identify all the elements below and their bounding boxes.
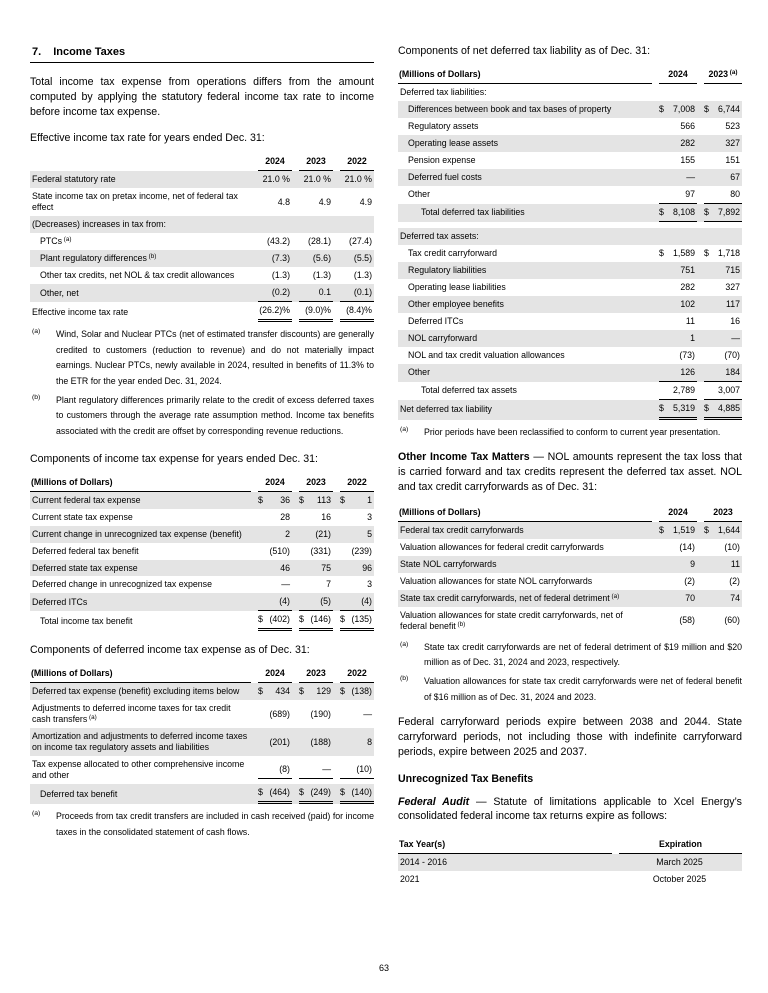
cell-value: 4.9: [318, 196, 331, 207]
row-label: NOL carryforward: [408, 332, 478, 343]
cell-value: 4.9: [359, 196, 372, 207]
table-year-header: 2023 $^{(a)}$: [697, 68, 742, 84]
table-year-header: 2023: [697, 506, 742, 522]
table-row: [398, 854, 742, 871]
table-row: [30, 509, 374, 526]
table-row: [398, 169, 742, 186]
table-row: [30, 171, 374, 188]
table-row: [30, 302, 374, 322]
cell-value: (4): [333, 593, 374, 611]
table-row: [398, 186, 742, 204]
liability-table-caption: Components of net deferred tax liability as of Dec. 31:: [398, 45, 651, 57]
cell-value: $ 5,319: [652, 400, 697, 420]
cell-value: (5): [292, 593, 333, 611]
cell-value: (188): [310, 736, 331, 747]
row-label: State tax credit carryforwards, net of federal detriment $^{(a)}$: [400, 592, 620, 603]
row-label: Deferred federal tax benefit: [32, 545, 139, 556]
cell-value: (10): [724, 541, 740, 552]
cell-value: (331): [310, 545, 331, 556]
financial-table: [398, 506, 742, 635]
row-label: Differences between book and tax bases of property: [408, 103, 612, 114]
cell-value: (1.3): [271, 270, 290, 281]
table-row: [398, 152, 742, 169]
table-row: [30, 284, 374, 302]
table-row: [398, 347, 742, 364]
cell-value: 8: [367, 736, 372, 747]
section-number: 7.: [32, 46, 42, 58]
carryforwards-table: [398, 506, 742, 635]
cell-value: —: [363, 708, 372, 719]
footnote-marker: (b): [32, 393, 41, 401]
table-row: [30, 233, 374, 250]
row-label: Other employee benefits: [408, 298, 504, 309]
liability-footnotes: [398, 425, 742, 441]
cell-value: 5: [367, 528, 372, 539]
right-column: [398, 40, 742, 890]
cell-value: (43.2): [267, 236, 290, 247]
footnote-marker: (a): [32, 810, 41, 818]
footnote-marker: (a): [400, 425, 409, 433]
left-column: [30, 40, 374, 890]
cell-value: 327: [725, 137, 740, 148]
cell-value: $ 4,885: [697, 400, 742, 420]
cell-value: —: [731, 332, 740, 343]
table-row: [398, 573, 742, 590]
cell-value: 327: [725, 281, 740, 292]
federal-audit-text: — Statute of limitations applicable to Xcel Energy’s consolidated federal income tax returns expire as follows:: [398, 795, 742, 823]
cell-value: $ 36: [258, 494, 290, 505]
table-year-header: 2024: [652, 506, 697, 522]
intro-paragraph: Total income tax expense from operations differs from the amount computed by applying the statutory federal income tax rate to income before income tax expense.: [30, 76, 374, 118]
cell-value: (4): [251, 593, 292, 611]
cell-value: $ 8,108: [652, 204, 697, 222]
cell-value: (1.3): [353, 270, 372, 281]
cell-value: (0.1): [333, 284, 374, 302]
cell-value: $ (146): [292, 611, 333, 631]
cell-value: 11: [730, 558, 740, 569]
row-label: Other tax credits, net NOL & tax credit allowances: [40, 270, 235, 281]
cell-value: (73): [679, 349, 695, 360]
cell-value: $ 1,589: [659, 247, 695, 258]
section-title: Income Taxes: [53, 46, 126, 58]
row-label: Other, net: [40, 287, 79, 298]
cell-value: 3,007: [697, 382, 742, 400]
cell-value: 751: [680, 264, 695, 275]
cell-value: 80: [697, 186, 742, 204]
row-label: NOL and tax credit valuation allowances: [408, 349, 565, 360]
cell-value: 282: [680, 137, 695, 148]
table-year-header: 2022: [333, 155, 374, 171]
table-year-header: 2024: [251, 155, 292, 171]
table-row: [30, 728, 374, 756]
federal-audit-paragraph: [398, 795, 742, 825]
table-year-header: 2023: [292, 476, 333, 492]
federal-audit-lead: Federal Audit: [398, 795, 470, 808]
row-label: Federal tax credit carryforwards: [400, 524, 524, 535]
table-col-label: (Millions of Dollars): [30, 667, 251, 683]
table-year-header: 2024: [251, 476, 292, 492]
footnote-text: State tax credit carryforwards are net of federal detriment of $19 million and $20 million as of Dec. 31, 2024 and 2023, respectively.: [424, 641, 742, 668]
cell-value: 11: [685, 315, 695, 326]
cell-value: 117: [725, 298, 740, 309]
cell-value: $ 113: [299, 494, 331, 505]
row-label: Effective income tax rate: [32, 306, 129, 317]
cell-value: $ 7,892: [697, 204, 742, 222]
row-label: Deferred tax benefit: [40, 788, 118, 799]
etr-table-caption: Effective income tax rate for years ended Dec. 31:: [30, 132, 265, 145]
cell-value: $ (138): [340, 686, 372, 697]
row-label: Total deferred tax liabilities: [421, 207, 525, 218]
unrecognized-tax-benefits-heading: Unrecognized Tax Benefits: [398, 772, 534, 785]
row-label: Federal statutory rate: [32, 174, 116, 185]
footnote: [398, 640, 742, 671]
row-label: PTCs $^{(a)}$: [40, 236, 72, 247]
cell-value: (5.6): [312, 253, 331, 264]
table-header-row: [30, 476, 374, 492]
row-label: Operating lease assets: [408, 137, 498, 148]
cell-value: (239): [351, 545, 372, 556]
cell-value: (9.0)%: [292, 302, 333, 322]
other-income-tax-matters-text: — NOL amounts represent the tax loss that is carried forward and tax credits represent the deferred tax asset. NOL and tax credit carryforwards as of Dec. 31:: [398, 451, 742, 493]
other-income-tax-matters-paragraph: [398, 450, 742, 494]
footnote-marker: (a): [32, 328, 41, 336]
cell-value: (2): [684, 575, 695, 586]
footnote-text: Prior periods have been reclassified to conform to current year presentation.: [424, 426, 721, 437]
row-label: Total income tax benefit: [40, 615, 133, 626]
table-row: [398, 400, 742, 420]
cell-value: 21.0 %: [303, 174, 331, 185]
expense-table-caption: Components of income tax expense for years ended Dec. 31:: [30, 452, 318, 465]
cell-value: $ 1,718: [704, 247, 740, 258]
tax-years-table: [398, 838, 742, 888]
cell-value: 46: [280, 562, 290, 573]
cell-value: March 2025: [656, 857, 703, 868]
row-label: Pension expense: [408, 154, 476, 165]
cell-value: (21): [315, 528, 331, 539]
cell-value: 0.1: [292, 284, 333, 302]
footnote-text: Proceeds from tax credit transfers are included in cash received (paid) for income taxes in the consolidated statement of cash flows.: [56, 811, 374, 837]
other-income-tax-matters-lead: Other Income Tax Matters: [398, 451, 530, 464]
footnote: [30, 327, 374, 390]
row-label: Current federal tax expense: [32, 494, 141, 505]
row-label: State income tax on pretax income, net of federal tax effect: [32, 191, 238, 213]
row-label: State NOL carryforwards: [400, 558, 497, 569]
income-tax-expense-table: [30, 476, 374, 632]
cell-value: 155: [680, 154, 695, 165]
cell-value: 97: [652, 186, 697, 204]
table-col-label: (Millions of Dollars): [30, 476, 251, 492]
deferred-table-caption: Components of deferred income tax expense as of Dec. 31:: [30, 644, 310, 657]
row-label: (Decreases) increases in tax from:: [32, 219, 166, 230]
cell-value: $ 6,744: [704, 103, 740, 114]
cell-value: 70: [685, 592, 695, 603]
row-label: Plant regulatory differences $^{(b)}$: [40, 253, 157, 264]
table-row: [398, 135, 742, 152]
cell-value: 566: [680, 120, 695, 131]
cell-value: 151: [725, 154, 740, 165]
table-year-header: 2022: [333, 667, 374, 683]
table-row: [398, 382, 742, 400]
table-row: [30, 593, 374, 611]
row-label: Current change in unrecognized tax expense (benefit): [32, 528, 242, 539]
row-label: Amortization and adjustments to deferred income taxes on income tax regulatory assets and liabilities: [32, 731, 248, 753]
cell-value: 21.0 %: [262, 174, 290, 185]
row-label: Deferred ITCs: [32, 596, 88, 607]
row-label: Deferred tax liabilities:: [400, 86, 487, 97]
table-header-row: [30, 667, 374, 683]
table-row: [30, 756, 374, 784]
deferred-footnotes: [30, 809, 374, 840]
table-row: [398, 262, 742, 279]
cell-value: 523: [725, 120, 740, 131]
row-label: Net deferred tax liability: [400, 404, 492, 415]
table-row: [398, 228, 742, 245]
footnote: [30, 393, 374, 440]
cell-value: $ (140): [333, 784, 374, 804]
table-header-row: [398, 838, 742, 854]
cell-value: (14): [679, 541, 695, 552]
table-header-row: [398, 506, 742, 522]
row-label: Regulatory liabilities: [408, 264, 487, 275]
cell-value: 3: [367, 579, 372, 590]
section-heading-income-taxes: [30, 44, 374, 63]
cell-value: (190): [310, 708, 331, 719]
cell-value: (27.4): [349, 236, 372, 247]
table-row: [398, 118, 742, 135]
effective-tax-rate-table: [30, 155, 374, 322]
cell-value: —: [686, 171, 695, 182]
row-label: Deferred tax expense (benefit) excluding items below: [32, 686, 240, 697]
table-row: [30, 576, 374, 593]
deferred-income-tax-expense-table: [30, 667, 374, 804]
financial-table: [30, 155, 374, 322]
cell-value: (2): [729, 575, 740, 586]
cell-value: (7.3): [271, 253, 290, 264]
cell-value: (1.3): [312, 270, 331, 281]
cell-value: 2: [285, 528, 290, 539]
row-label: Deferred tax assets:: [400, 230, 479, 241]
cell-value: October 2025: [652, 874, 707, 885]
row-label: Total deferred tax assets: [421, 385, 517, 396]
cell-value: 67: [730, 171, 740, 182]
cell-value: 28: [280, 511, 290, 522]
cell-value: 16: [321, 511, 331, 522]
table-col-label: (Millions of Dollars): [398, 506, 652, 522]
table-row: [398, 556, 742, 573]
table-year-header: 2024: [251, 667, 292, 683]
table-row: [398, 204, 742, 222]
table-row: [398, 330, 742, 347]
cell-value: 4.8: [277, 196, 290, 207]
cell-value: (201): [269, 736, 290, 747]
row-label: Regulatory assets: [408, 120, 479, 131]
footnote-text: Valuation allowances for state tax credit carryforwards were net of federal benefit of $16 million as of Dec. 31, 2024 and 2023.: [424, 675, 742, 702]
cell-value: (70): [724, 349, 740, 360]
cell-value: 74: [730, 592, 740, 603]
row-label: 2014 - 2016: [400, 857, 447, 868]
financial-table: [398, 838, 742, 888]
financial-table: [30, 476, 374, 632]
table-row: [30, 560, 374, 577]
footnote: [398, 425, 742, 441]
footnote: [30, 809, 374, 840]
financial-table: [398, 68, 742, 420]
table-header-row: [398, 68, 742, 84]
cell-value: —: [281, 579, 290, 590]
table-row: [398, 101, 742, 118]
cell-value: $ 434: [258, 686, 290, 697]
table-row: [30, 611, 374, 631]
table-row: [398, 364, 742, 382]
table-year-header: 2022: [333, 476, 374, 492]
table-year-header: Expiration: [612, 838, 742, 854]
etr-footnotes: [30, 327, 374, 440]
row-label: Deferred ITCs: [408, 315, 464, 326]
cell-value: 282: [680, 281, 695, 292]
cell-value: 715: [725, 264, 740, 275]
cell-value: $ 129: [299, 686, 331, 697]
row-label: Deferred fuel costs: [408, 171, 482, 182]
table-col-label: (Millions of Dollars): [398, 68, 652, 84]
table-row: [398, 590, 742, 607]
cell-value: 7: [326, 579, 331, 590]
table-col-label: [30, 155, 251, 171]
row-label: Valuation allowances for state NOL carryforwards: [400, 575, 593, 586]
cell-value: $ 1,644: [704, 524, 740, 535]
cell-value: 96: [362, 562, 372, 573]
cell-value: 3: [367, 511, 372, 522]
row-label: Tax expense allocated to other comprehensive income and other: [32, 759, 245, 781]
table-row: [30, 492, 374, 509]
cell-value: (28.1): [308, 236, 331, 247]
table-col-label: Tax Year(s): [398, 838, 612, 854]
cell-value: 102: [680, 298, 695, 309]
table-row: [30, 188, 374, 216]
table-row: [30, 543, 374, 560]
cell-value: $ (464): [251, 784, 292, 804]
row-label: Current state tax expense: [32, 511, 133, 522]
cell-value: 184: [697, 364, 742, 382]
table-row: [30, 784, 374, 804]
cell-value: $ 7,008: [659, 103, 695, 114]
cell-value: (60): [724, 615, 740, 626]
cell-value: (0.2): [251, 284, 292, 302]
cell-value: (5.5): [353, 253, 372, 264]
table-row: [398, 84, 742, 101]
row-label: 2021: [400, 874, 420, 885]
table-year-header: 2023: [292, 155, 333, 171]
table-year-header: 2024: [652, 68, 697, 84]
cell-value: $ 1,519: [659, 524, 695, 535]
cell-value: (8.4)%: [333, 302, 374, 322]
table-row: [398, 245, 742, 262]
row-label: Operating lease liabilities: [408, 281, 506, 292]
two-column-layout: [30, 40, 742, 890]
cell-value: 16: [730, 315, 740, 326]
table-row: [398, 871, 742, 888]
cell-value: —: [292, 756, 333, 784]
cell-value: 9: [690, 558, 695, 569]
cell-value: 126: [652, 364, 697, 382]
footnote-marker: (a): [400, 640, 409, 648]
table-row: [30, 700, 374, 728]
table-year-header: 2023: [292, 667, 333, 683]
table-row: [30, 250, 374, 267]
table-row: [30, 526, 374, 543]
cell-value: 21.0 %: [344, 174, 372, 185]
row-label: Other: [408, 189, 431, 200]
cell-value: $ (402): [251, 611, 292, 631]
footnote-marker: (b): [400, 674, 409, 682]
cell-value: 75: [321, 562, 331, 573]
page-number: 63: [378, 963, 389, 973]
cell-value: $ (249): [292, 784, 333, 804]
cell-value: $ (135): [333, 611, 374, 631]
table-row: [398, 279, 742, 296]
footnote-text: Plant regulatory differences primarily relate to the credit of excess deferred taxes to customers through the average rate assumption method. Income tax benefits associated with the credit are offset by corresponding revenue reductions.: [56, 394, 374, 437]
carryforward-expiration-paragraph: Federal carryforward periods expire between 2038 and 2044. State carryforward periods, not including those with indefinite carryforward periods, expire between 2025 and 2037.: [398, 716, 742, 758]
table-row: [398, 522, 742, 539]
table-row: [398, 296, 742, 313]
cell-value: (689): [269, 708, 290, 719]
table-row: [398, 539, 742, 556]
table-row: [30, 216, 374, 233]
cell-value: 1: [690, 332, 695, 343]
footnote: [398, 674, 742, 705]
cell-value: (510): [269, 545, 290, 556]
table-row: [30, 267, 374, 284]
cell-value: (26.2)%: [251, 302, 292, 322]
carryforward-footnotes: [398, 640, 742, 706]
table-row: [398, 607, 742, 635]
row-label: Valuation allowances for federal credit carryforwards: [400, 541, 604, 552]
financial-table: [30, 667, 374, 804]
cell-value: (10): [333, 756, 374, 784]
table-row: [398, 313, 742, 330]
table-header-row: [30, 155, 374, 171]
cell-value: (58): [679, 615, 695, 626]
row-label: Other: [408, 367, 431, 378]
row-label: Deferred change in unrecognized tax expense: [32, 579, 212, 590]
row-label: Adjustments to deferred income taxes for tax credit cash transfers $^{(a)}$: [32, 703, 231, 725]
row-label: Valuation allowances for state credit carryforwards, net of federal benefit $^{(b)}$: [400, 609, 623, 631]
row-label: Deferred state tax expense: [32, 562, 138, 573]
cell-value: $ 1: [340, 494, 372, 505]
footnote-text: Wind, Solar and Nuclear PTCs (net of estimated transfer discounts) are generally credited to customers (reduction to revenue) and do not materially impact earnings. Nuclear PTCs, newly available in 2024, resulted in benefits of 11.3% to the ETR for the year ended Dec. 31, 2024.: [56, 329, 374, 387]
cell-value: 2,789: [652, 382, 697, 400]
net-deferred-tax-liability-table: [398, 68, 742, 420]
table-row: [30, 683, 374, 700]
cell-value: (8): [251, 756, 292, 784]
row-label: Tax credit carryforward: [408, 247, 497, 258]
